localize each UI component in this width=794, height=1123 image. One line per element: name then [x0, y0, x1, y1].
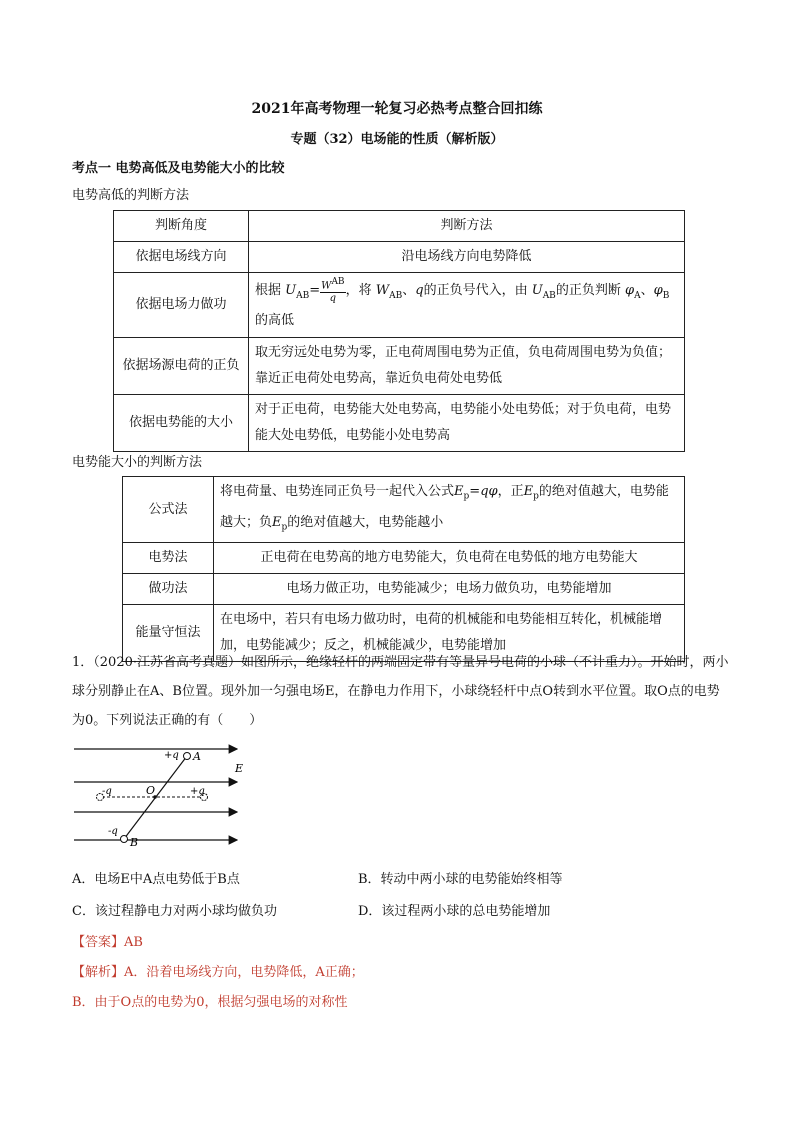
potential-heading: 电势高低的判断方法	[72, 188, 190, 203]
label-o: O	[146, 784, 156, 797]
table-cell: 做功法	[123, 574, 214, 605]
potential-table	[113, 210, 685, 452]
table-header: 判断角度	[114, 211, 249, 242]
table-row	[114, 273, 685, 338]
ball-a	[184, 753, 191, 760]
analysis-a: 【解析】A．沿着电场线方向，电势降低，A正确；	[72, 965, 364, 980]
text-span: 的正负号代入，由	[423, 282, 528, 298]
table-cell: 沿电场线方向电势降低	[249, 242, 685, 273]
table-cell: 在电场中，若只有电场力做功时，电荷的机械能和电势能相互转化，机械能增加，电势能减少；反之，机械能减少，电势能增加	[214, 605, 685, 662]
table-cell: 依据电势能的大小	[114, 395, 249, 452]
option-b: B．转动中两小球的电势能始终相等	[358, 872, 563, 887]
label-right-charge: +q	[190, 786, 205, 797]
label-a: A	[193, 750, 201, 763]
table-cell: 将电荷量、电势连同正负号一起代入公式$E_p=q\varphi$，正$E_p$的绝对值越大，电势能越大；负$E_p$的绝对值越大，电势能越小	[214, 477, 685, 543]
text-span: 的高低	[255, 313, 295, 329]
option-c: C．该过程静电力对两小球均做负功	[72, 904, 277, 919]
table-cell: 电场力做正功，电势能减少；电场力做负功，电势能增加	[214, 574, 685, 605]
table-cell: 能量守恒法	[123, 605, 214, 662]
text-span: 根据	[255, 282, 282, 298]
text-span: 将电荷量、电势连同正负号一起代入公式	[220, 484, 455, 499]
table-cell: 正电荷在电势高的地方电势能大，负电荷在电势低的地方电势能大	[214, 543, 685, 574]
table-row	[123, 477, 685, 543]
table-cell: 根据 $U_{AB}=$ $\frac{W^{AB}}{q}$ ，将 $W_{AB}$、q的正负号代入，由 $U_{AB}$的正负判断 $\varphi_A$、$\varphi_B$ 的高低	[249, 273, 685, 338]
option-a: A．电场E中A点电势低于B点	[72, 872, 240, 887]
text-span: 的绝对值越大，电势能越大；负	[220, 484, 669, 530]
table-header: 判断方法	[249, 211, 685, 242]
table-cell: 取无穷远处电势为零，正电荷周围电势为正值，负电荷周围电势为负值；靠近正电荷处电势高，靠近负电荷处电势低	[249, 338, 685, 395]
question-text: 1．（2020·江苏省高考真题）如图所示，绝缘轻杆的两端固定带有等量异号电荷的小球（不计重力）。开始时，两小球分别静止在A、B位置。现外加一匀强电场E，在静电力作用下，小球绕轻杆中点O转到水平位置。取O点的电势为0。下列说法正确的有（ ）	[72, 655, 729, 728]
page-title: 2021年高考物理一轮复习必热考点整合回扣练	[251, 101, 543, 117]
page-subtitle: 专题（32）电场能的性质（解析版）	[290, 132, 504, 147]
label-left-charge: -q	[102, 786, 112, 797]
label-top-charge: +q	[164, 750, 179, 761]
section-heading: 考点一 电势高低及电势能大小的比较	[72, 161, 285, 176]
table-row	[114, 395, 685, 452]
label-e: E	[235, 762, 244, 775]
text-span: ，正	[497, 484, 524, 499]
table-row	[114, 211, 685, 242]
field-diagram	[72, 742, 252, 847]
text-span: 的正负判断	[555, 282, 621, 298]
table-row	[123, 574, 685, 605]
answer: 【答案】AB	[72, 935, 143, 950]
table-row	[123, 543, 685, 574]
table-cell: 公式法	[123, 477, 214, 543]
ball-b	[121, 836, 128, 843]
table-row	[114, 338, 685, 395]
table-cell: 依据电场力做功	[114, 273, 249, 338]
option-d: D．该过程两小球的总电势能增加	[358, 904, 551, 919]
table-row	[114, 242, 685, 273]
label-bottom-charge: -q	[108, 826, 118, 837]
table-cell: 依据电场线方向	[114, 242, 249, 273]
table-cell: 对于正电荷，电势能大处电势高，电势能小处电势低；对于负电荷，电势能大处电势低，电势能小处电势高	[249, 395, 685, 452]
energy-table	[122, 476, 685, 662]
analysis-b: B．由于O点的电势为0，根据匀强电场的对称性	[72, 995, 348, 1010]
energy-heading: 电势能大小的判断方法	[72, 455, 203, 470]
table-cell: 依据场源电荷的正负	[114, 338, 249, 395]
table-cell: 电势法	[123, 543, 214, 574]
text-span: 的绝对值越大，电势能越小	[287, 514, 444, 530]
text-span: ，将	[345, 282, 372, 298]
label-b: B	[130, 836, 139, 847]
formula-fraction: $\frac{W^{AB}}{q}$	[321, 276, 345, 304]
